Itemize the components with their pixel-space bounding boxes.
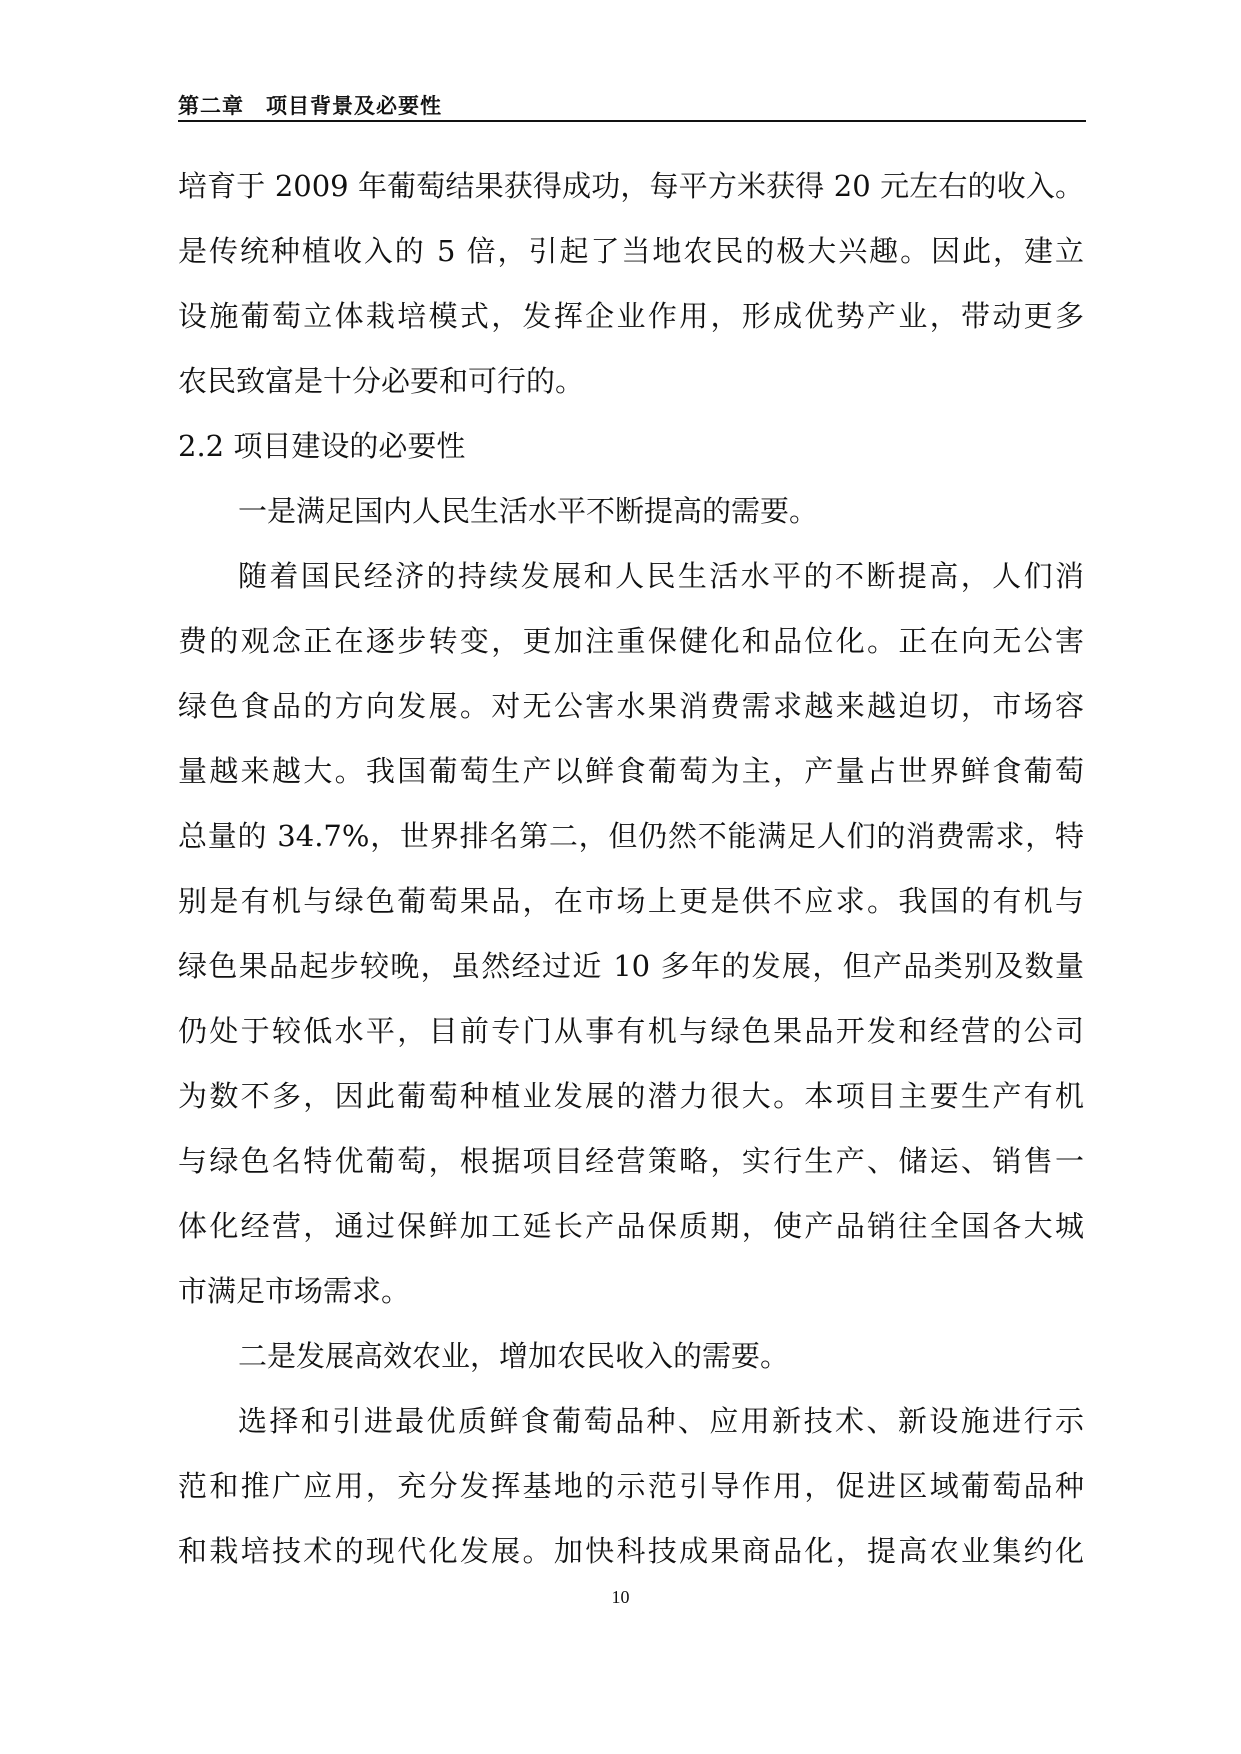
text-line: 仍处于较低水平，目前专门从事有机与绿色果品开发和经营的公司 bbox=[178, 1014, 1084, 1048]
text-line: 与绿色名特优葡萄，根据项目经营策略，实行生产、储运、销售一 bbox=[178, 1144, 1084, 1178]
text-line: 别是有机与绿色葡萄果品，在市场上更是供不应求。我国的有机与 bbox=[178, 884, 1084, 918]
text-line: 为数不多，因此葡萄种植业发展的潜力很大。本项目主要生产有机 bbox=[178, 1079, 1084, 1113]
text-line: 农民致富是十分必要和可行的。 bbox=[178, 364, 585, 398]
body-text bbox=[178, 154, 1084, 1584]
section-heading: 2.2 项目建设的必要性 bbox=[178, 429, 466, 463]
text-line: 培育于 2009 年葡萄结果获得成功，每平方米获得 20 元左右的收入。 bbox=[178, 169, 1084, 203]
page-number: 10 bbox=[611, 1587, 630, 1607]
text-line: 绿色食品的方向发展。对无公害水果消费需求越来越迫切，市场容 bbox=[178, 689, 1084, 723]
subsection-heading: 二是发展高效农业，增加农民收入的需要。 bbox=[238, 1339, 790, 1373]
text-line: 费的观念正在逐步转变，更加注重保健化和品位化。正在向无公害 bbox=[178, 624, 1084, 658]
text-line: 和栽培技术的现代化发展。加快科技成果商品化，提高农业集约化 bbox=[178, 1534, 1084, 1568]
text-line: 总量的 34.7%，世界排名第二，但仍然不能满足人们的消费需求，特 bbox=[178, 819, 1084, 853]
text-line: 量越来越大。我国葡萄生产以鲜食葡萄为主，产量占世界鲜食葡萄 bbox=[178, 754, 1084, 788]
text-line: 是传统种植收入的 5 倍，引起了当地农民的极大兴趣。因此，建立 bbox=[178, 234, 1084, 268]
text-line: 选择和引进最优质鲜食葡萄品种、应用新技术、新设施进行示 bbox=[238, 1404, 1084, 1438]
subsection-heading: 一是满足国内人民生活水平不断提高的需要。 bbox=[238, 494, 819, 528]
text-line: 市满足市场需求。 bbox=[178, 1274, 411, 1308]
text-line: 体化经营，通过保鲜加工延长产品保质期，使产品销往全国各大城 bbox=[178, 1209, 1084, 1243]
chapter-title: 第二章 项目背景及必要性 bbox=[178, 94, 442, 118]
running-header bbox=[178, 86, 1086, 122]
text-line: 设施葡萄立体栽培模式，发挥企业作用，形成优势产业，带动更多 bbox=[178, 299, 1084, 333]
text-line: 范和推广应用，充分发挥基地的示范引导作用，促进区域葡萄品种 bbox=[178, 1469, 1084, 1503]
text-line: 绿色果品起步较晚，虽然经过近 10 多年的发展，但产品类别及数量 bbox=[178, 949, 1084, 983]
text-line: 随着国民经济的持续发展和人民生活水平的不断提高，人们消 bbox=[238, 559, 1084, 593]
